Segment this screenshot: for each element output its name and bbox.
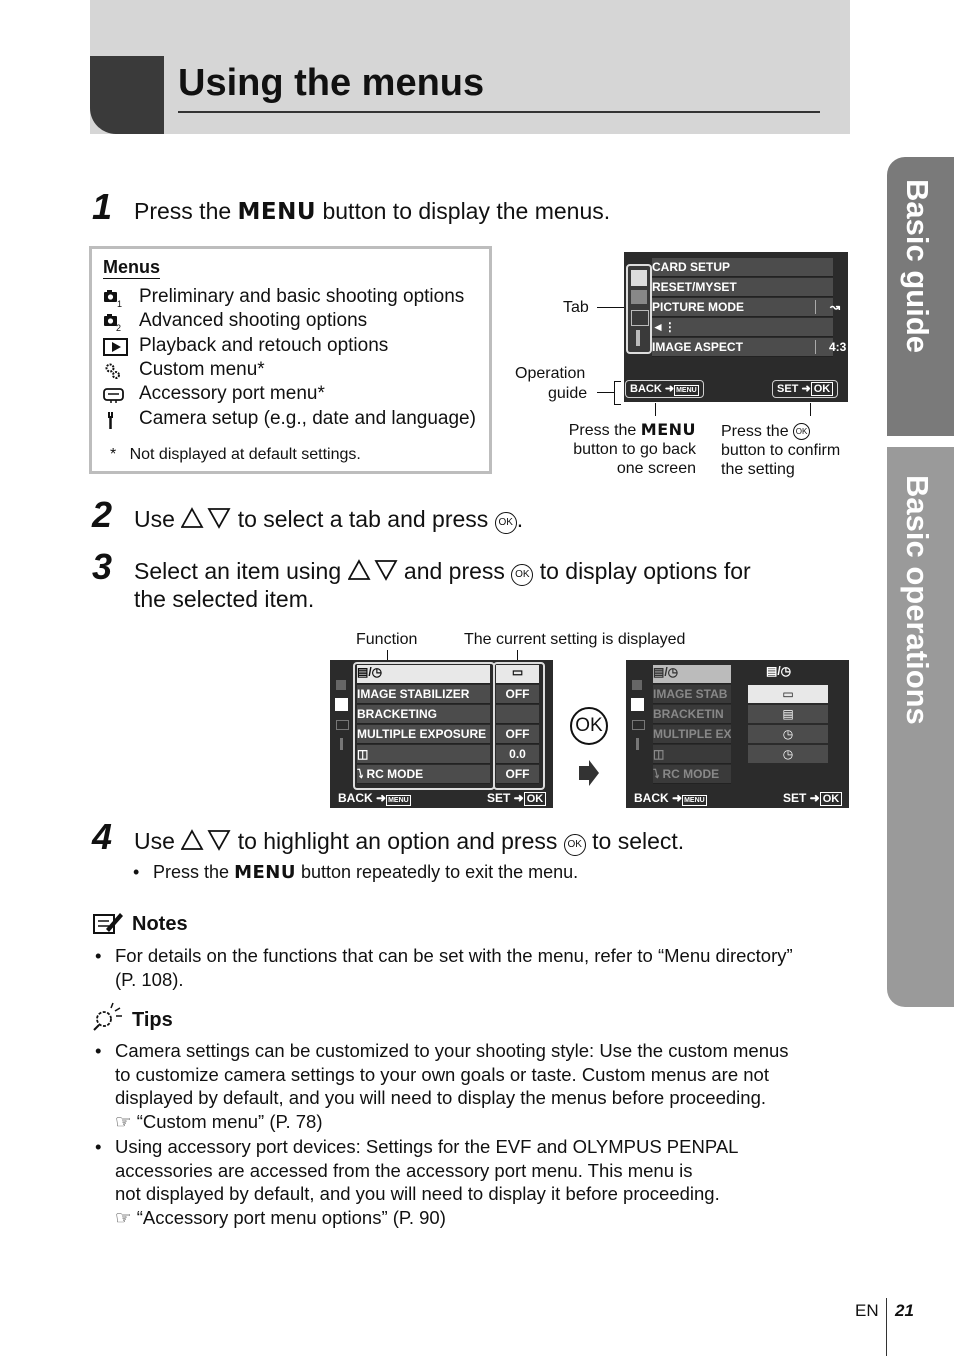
tips-item-1-line2: to customize camera settings to your own goals or taste. Custom menus are not <box>115 1063 769 1085</box>
up-down-arrows-icon <box>181 507 231 529</box>
screen2-row[interactable] <box>357 725 490 744</box>
menus-box <box>89 246 492 474</box>
set-label: SET <box>487 791 511 805</box>
camera-1-icon <box>103 288 125 312</box>
row-divider <box>815 300 816 314</box>
footer-language: EN <box>855 1301 879 1320</box>
menu-screen-1 <box>624 252 848 402</box>
screen3-tab-shoot2-icon[interactable] <box>631 698 644 711</box>
tips-item-2-ref <box>115 1206 738 1230</box>
side-tab-basic-guide-label: Basic guide <box>900 179 935 353</box>
screen2-back-guide[interactable]: BACK ➜ MENU <box>338 791 409 805</box>
screen3-row <box>653 685 733 704</box>
step-1-menu-word: MENU <box>237 199 317 225</box>
step-3-text <box>134 557 751 586</box>
caption-back-line1 <box>540 420 696 440</box>
page-title: Using the menus <box>178 62 485 104</box>
title-rule <box>178 111 820 113</box>
tips-item-2-line2: accessories are accessed from the accessory port menu. This menu is <box>115 1159 693 1181</box>
svg-text:1: 1 <box>117 299 123 308</box>
screen2-row-label: RC MODE <box>366 767 424 781</box>
screen3-tab-playback-icon[interactable] <box>632 720 645 730</box>
screen1-row[interactable] <box>652 318 833 337</box>
wrench-icon <box>103 410 125 434</box>
notes-title: Notes <box>132 913 188 935</box>
screen2-row[interactable] <box>357 745 490 764</box>
caption-back-line2: button to go back <box>573 441 696 458</box>
right-arrow-icon <box>577 758 601 788</box>
label-tab: Tab <box>563 299 589 316</box>
step-3-pre: Select an item using <box>134 558 342 584</box>
caption-set-line3: the setting <box>721 461 795 478</box>
svg-text:2: 2 <box>116 323 122 332</box>
screen2-tab-playback-icon[interactable] <box>336 720 349 730</box>
menu-box-label: MENU <box>676 387 697 394</box>
screen2-row-value: 0.0 <box>496 745 539 764</box>
step-4-number: 4 <box>92 816 113 857</box>
tips-item-1-line3: displayed by default, and you will need to display the menus before proceeding. <box>115 1087 767 1108</box>
screen2-row-label: BRACKETING <box>357 707 437 721</box>
screen2-row-value <box>496 705 539 724</box>
step-4-post: to select. <box>592 828 685 854</box>
step-4-pre: Use <box>134 828 175 854</box>
up-down-arrows-icon <box>181 829 231 851</box>
option-single-frame[interactable] <box>748 685 828 703</box>
note-text: Not displayed at default settings. <box>129 446 361 463</box>
menu-screen-2 <box>330 660 553 808</box>
side-tab-basic-guide[interactable] <box>887 157 954 436</box>
accessory-icon <box>103 385 125 409</box>
label-current-setting: The current setting is displayed <box>464 631 686 648</box>
screen2-header-value <box>496 665 539 684</box>
caption-set-line2: button to confirm <box>721 442 841 459</box>
menu-item-label: Preliminary and basic shooting options <box>139 286 465 307</box>
screen2-header-row <box>357 665 490 684</box>
flash-comp-icon: ◫ <box>653 747 665 761</box>
label-operation: Operation <box>515 365 586 382</box>
caption-back <box>540 420 696 478</box>
screen3-tab-setup-icon[interactable] <box>636 738 639 750</box>
tips-item-2 <box>95 1135 739 1229</box>
screen2-tab-setup-icon[interactable] <box>340 738 343 750</box>
screen1-tab-shoot1-icon[interactable] <box>631 270 647 286</box>
menu-screen-3 <box>626 660 849 808</box>
callout-line-tab <box>597 307 624 308</box>
option-sequential[interactable] <box>748 705 828 723</box>
screen3-row-label: RC MODE <box>662 767 720 781</box>
up-down-arrows-icon <box>348 559 398 581</box>
flash-icon: ⭝ <box>357 767 364 781</box>
gears-icon <box>103 361 125 385</box>
callout-bracket-guide <box>614 381 621 405</box>
drive-self-timer-icon: ▤/◷ <box>653 665 679 679</box>
camera-2-icon <box>103 312 125 336</box>
screen1-set-button[interactable]: SET ➜ OK <box>772 380 838 398</box>
caption-set-line1 <box>721 422 840 441</box>
header-tab-block <box>90 56 164 134</box>
menu-item-label: Camera setup (e.g., date and language) <box>139 408 476 429</box>
note-asterisk: * <box>110 446 117 463</box>
ok-box-label: OK <box>811 382 834 396</box>
screen1-row-label: PICTURE MODE <box>652 300 745 314</box>
notes-item <box>95 944 793 991</box>
screen1-tab-setup-icon[interactable] <box>636 330 640 346</box>
label-guide: guide <box>548 385 588 402</box>
caption-back-menu: MENU <box>640 420 696 439</box>
step-4-bullet-menu: MENU <box>234 862 296 883</box>
screen3-row <box>653 705 733 724</box>
screen2-row[interactable] <box>357 705 490 724</box>
single-frame-icon: ▭ <box>511 665 524 679</box>
screen3-header-row <box>653 665 733 684</box>
screen3-row <box>653 765 733 784</box>
sequential-icon: ▤ <box>782 707 794 721</box>
step-2-number: 2 <box>92 494 113 535</box>
callout-line-back <box>655 403 656 416</box>
screen1-tab-shoot2-icon[interactable] <box>631 290 647 304</box>
screen2-row-value: OFF <box>496 725 539 744</box>
step-4-mid: to highlight an option and press <box>237 828 558 854</box>
screen3-back-guide[interactable]: BACK ➜ MENU <box>634 791 705 805</box>
tips-item-2-line1: Using accessory port devices: Settings for the EVF and OLYMPUS PENPAL <box>115 1136 739 1157</box>
flash-comp-icon: ◫ <box>357 747 369 761</box>
ok-icon: OK <box>511 564 533 586</box>
notes-icon <box>92 909 124 937</box>
ok-icon: OK <box>564 834 586 856</box>
back-label: BACK <box>338 791 373 805</box>
tips-title: Tips <box>132 1009 173 1031</box>
options-popup <box>731 660 849 788</box>
callout-line-guide <box>597 392 614 393</box>
caption-back-line3: one screen <box>616 460 696 477</box>
screen2-tab-shoot2-icon[interactable] <box>335 698 348 711</box>
step-3-mid: and press <box>403 558 505 584</box>
screen3-row <box>653 725 733 744</box>
back-label: BACK <box>630 383 662 395</box>
menus-box-note <box>110 446 361 464</box>
screen2-row-label: MULTIPLE EXPOSURE <box>357 727 487 741</box>
self-timer-2-icon: ◷ <box>782 747 794 761</box>
screen2-row-value: OFF <box>496 765 539 784</box>
drive-self-timer-icon: ▤/◷ <box>357 665 383 679</box>
side-tab-basic-operations[interactable] <box>887 447 954 1007</box>
ok-box-label: OK <box>820 792 843 806</box>
screen3-set-guide[interactable]: SET ➜ OK <box>783 791 842 806</box>
screen3-row-label: MULTIPLE EX <box>653 727 732 741</box>
step-1-post: button to display the menus. <box>322 198 611 224</box>
step-2-text <box>134 505 523 534</box>
tips-item-2-line3: not displayed by default, and you will need to display it before proceeding. <box>115 1183 720 1204</box>
bullet-dot: • <box>133 862 140 882</box>
step-1-number: 1 <box>92 186 113 227</box>
menu-item-label: Playback and retouch options <box>139 335 389 356</box>
notes-item-line1: For details on the functions that can be set with the menu, refer to “Menu directory” <box>115 945 793 966</box>
tips-item-1-line1: Camera settings can be customized to your shooting style: Use the custom menus <box>115 1040 789 1061</box>
menu-item-label: Custom menu* <box>139 359 265 380</box>
tips-item-2-ref-text[interactable]: “Accessory port menu options” (P. 90) <box>136 1206 446 1228</box>
playback-icon <box>103 337 125 361</box>
callout-line-set <box>810 403 811 416</box>
screen3-row-label: IMAGE STAB <box>653 687 728 701</box>
single-frame-icon: ▭ <box>782 687 794 701</box>
tips-item-1-ref <box>115 1110 789 1134</box>
screen2-row[interactable] <box>357 685 490 704</box>
menu-box-label: MENU <box>388 797 409 804</box>
screen1-row-label: RESET/MYSET <box>652 280 737 294</box>
ok-icon: OK <box>793 423 810 440</box>
step-4-bullet <box>133 861 579 884</box>
page-number: 21 <box>895 1301 914 1320</box>
caption-set <box>721 422 840 479</box>
bullet-dot: • <box>95 945 102 966</box>
step-3-number: 3 <box>92 546 113 587</box>
screen1-row-value: 4:3 <box>829 340 847 354</box>
step-2-mid: to select a tab and press <box>237 506 489 532</box>
ok-button-icon: OK <box>570 707 608 745</box>
ok-icon: OK <box>495 512 517 534</box>
footer-divider <box>886 1298 887 1356</box>
screen1-row-label: IMAGE ASPECT <box>652 340 743 354</box>
step-4-bullet-post: button repeatedly to exit the menu. <box>300 862 579 882</box>
side-tab-basic-operations-label: Basic operations <box>900 475 935 725</box>
bullet-dot: • <box>95 1040 102 1061</box>
screen2-set-guide[interactable]: SET ➜ OK <box>487 791 546 806</box>
screen1-row[interactable] <box>652 338 847 357</box>
menu-item-label: Advanced shooting options <box>139 310 368 331</box>
back-label: BACK <box>634 791 669 805</box>
popup-title-icon: ▤/◷ <box>766 664 792 678</box>
step-2-pre: Use <box>134 506 175 532</box>
screen1-tab-playback-icon[interactable] <box>631 310 649 326</box>
ok-box-label: OK <box>524 792 547 806</box>
flash-icon: ⭝ <box>653 767 660 781</box>
caption-back-pre: Press the <box>568 422 637 439</box>
label-function: Function <box>356 631 418 648</box>
tips-icon <box>90 1002 124 1032</box>
step-1-text <box>134 197 610 226</box>
screen1-row[interactable] <box>652 258 833 277</box>
screen3-tab-shoot1-icon[interactable] <box>632 680 642 690</box>
set-label: SET <box>783 791 807 805</box>
option-self-timer-12[interactable] <box>748 725 828 743</box>
screen2-tab-shoot1-icon[interactable] <box>336 680 346 690</box>
option-self-timer-2[interactable] <box>748 745 828 763</box>
set-label: SET <box>777 383 799 395</box>
row-divider <box>815 340 816 354</box>
notes-item-line2: (P. 108). <box>115 968 184 990</box>
step-4-bullet-pre: Press the <box>153 862 230 882</box>
screen3-row-label: BRACKETIN <box>653 707 724 721</box>
menu-box-label: MENU <box>684 797 705 804</box>
screen1-tab-column[interactable] <box>626 264 652 354</box>
screen2-row-value: OFF <box>496 685 539 704</box>
picture-mode-icon: ↝ <box>830 300 841 314</box>
quality-icon: ◄⋮ <box>652 320 676 334</box>
screen3-row <box>653 745 733 764</box>
self-timer-12-icon: ◷ <box>782 727 794 741</box>
step-4-text <box>134 827 684 856</box>
step-3-post: to display options for <box>539 558 751 584</box>
caption-set-pre: Press the <box>721 423 789 440</box>
tips-item-1 <box>95 1039 789 1133</box>
screen1-row[interactable] <box>652 298 841 317</box>
reference-hand-icon: ☞ <box>115 1206 132 1228</box>
tips-item-1-ref-text[interactable]: “Custom menu” (P. 78) <box>136 1110 323 1132</box>
bullet-dot: • <box>95 1136 102 1157</box>
step-3-line2: the selected item. <box>134 586 315 612</box>
reference-hand-icon: ☞ <box>115 1110 132 1132</box>
screen1-row[interactable] <box>652 278 833 297</box>
screen2-row[interactable] <box>357 765 490 784</box>
screen1-row-label: CARD SETUP <box>652 260 731 274</box>
screen2-row-label: IMAGE STABILIZER <box>357 687 470 701</box>
step-2-post: . <box>516 506 524 532</box>
menus-box-title: Menus <box>103 257 161 277</box>
step-1-pre: Press the <box>134 198 232 224</box>
screen1-back-button[interactable]: BACK ➜ MENU <box>625 380 704 398</box>
menu-item-label: Accessory port menu* <box>139 383 325 404</box>
